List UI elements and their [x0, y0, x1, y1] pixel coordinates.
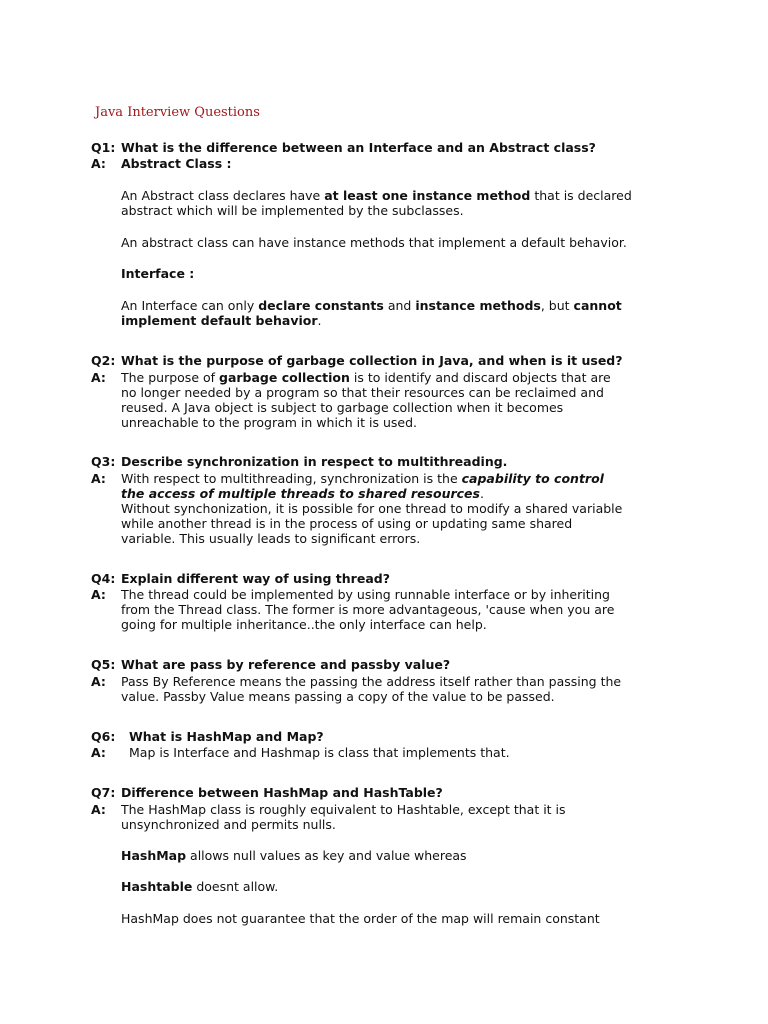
q6-answer-line-1: Map is Interface and Hashmap is class that implements that. [129, 745, 510, 760]
q3-l2-emphasis: the access of multiple threads to shared resources [121, 486, 480, 501]
q2-answer-line-2: no longer needed by a program so that their resources can be reclaimed and [121, 385, 604, 400]
q3-answer-line-4: while another thread is in the process of using or updating same shared [121, 516, 573, 531]
q1-question: What is the difference between an Interface and an Abstract class? [121, 140, 596, 155]
q7-question: Difference between HashMap and HashTable? [121, 785, 443, 800]
q7-p2-text: allows null values as key and value whereas [186, 848, 467, 863]
q1-p3-bold-methods: instance methods [415, 298, 541, 313]
q1-paragraph-3-line-1 [121, 298, 622, 313]
q1-p3-text-a: An Interface can only [121, 298, 259, 313]
q5-label: Q5: [91, 657, 116, 672]
q4-answer-line-1: The thread could be implemented by using runnable interface or by inheriting [121, 587, 610, 602]
q2-answer-line-4: unreachable to the program in which it is used. [121, 415, 418, 430]
q2-l1-bold: garbage collection [219, 370, 350, 385]
q3-label: Q3: [91, 454, 116, 469]
q3-answer-line-1 [121, 471, 604, 486]
document-title: Java Interview Questions [95, 105, 260, 120]
q7-paragraph-4: HashMap does not guarantee that the order of the map will remain constant [121, 911, 600, 926]
q4-question: Explain different way of using thread? [121, 571, 390, 586]
q7-answer-line-1: The HashMap class is roughly equivalent to Hashtable, except that it is [121, 802, 566, 817]
q1-paragraph-1-line-1 [121, 188, 632, 203]
q1-paragraph-1-line-2: abstract which will be implemented by the subclasses. [121, 203, 464, 218]
q4-label: Q4: [91, 571, 116, 586]
q3-answer-prefix: A: [91, 471, 106, 486]
q1-p3-text-and: and [383, 298, 416, 313]
q5-answer-line-1: Pass By Reference means the passing the address itself rather than passing the [121, 674, 622, 689]
q7-paragraph-2 [121, 848, 467, 863]
q5-answer-prefix: A: [91, 674, 106, 689]
q2-answer-line-3: reused. A Java object is subject to garbage collection when it becomes [121, 400, 564, 415]
q1-p3-period: . [317, 313, 322, 328]
q4-answer-line-3: going for multiple inheritance..the only interface can help. [121, 617, 487, 632]
q1-p1-text-c: that is declared [530, 188, 632, 203]
q1-paragraph-3-line-2 [121, 313, 322, 328]
q1-answer-prefix: A: [91, 156, 106, 171]
q3-answer-line-5: variable. This usually leads to significant errors. [121, 531, 421, 546]
q1-p1-bold: at least one instance method [324, 188, 531, 203]
q5-question: What are pass by reference and passby value? [121, 657, 451, 672]
q1-p3-bold-constants: declare constants [258, 298, 384, 313]
q1-abstract-heading: Abstract Class : [121, 156, 232, 171]
q1-paragraph-2: An abstract class can have instance methods that implement a default behavior. [121, 235, 627, 250]
q2-question: What is the purpose of garbage collection in Java, and when is it used? [121, 353, 623, 368]
q2-label: Q2: [91, 353, 116, 368]
q1-p3-text-but: , but [540, 298, 574, 313]
q7-paragraph-3 [121, 879, 278, 894]
q3-question: Describe synchronization in respect to multithreading. [121, 454, 508, 469]
q3-l2-period: . [479, 486, 484, 501]
q3-l1-text: With respect to multithreading, synchronization is the [121, 471, 462, 486]
q7-answer-prefix: A: [91, 802, 106, 817]
q1-p3-bold-implement: implement default behavior [121, 313, 318, 328]
q7-answer-line-2: unsynchronized and permits nulls. [121, 817, 336, 832]
q2-answer-line-1 [121, 370, 611, 385]
q4-answer-prefix: A: [91, 587, 106, 602]
q6-label: Q6: [91, 729, 116, 744]
q1-p1-text-a: An Abstract class declares have [121, 188, 325, 203]
q5-answer-line-2: value. Passby Value means passing a copy of the value to be passed. [121, 689, 555, 704]
q7-p3-bold: Hashtable [121, 879, 193, 894]
q6-question: What is HashMap and Map? [129, 729, 324, 744]
q3-answer-line-3: Without synchonization, it is possible for one thread to modify a shared variable [121, 501, 623, 516]
q3-l1-emphasis: capability to control [461, 471, 604, 486]
q2-l1-text-a: The purpose of [121, 370, 219, 385]
q1-p3-bold-cannot: cannot [573, 298, 622, 313]
q7-label: Q7: [91, 785, 116, 800]
q7-p3-text: doesnt allow. [192, 879, 279, 894]
q7-p2-bold: HashMap [121, 848, 187, 863]
q3-answer-line-2 [121, 486, 484, 501]
q1-label: Q1: [91, 140, 116, 155]
q4-answer-line-2: from the Thread class. The former is more advantageous, 'cause when you are [121, 602, 615, 617]
q6-answer-prefix: A: [91, 745, 106, 760]
q1-interface-heading: Interface : [121, 266, 195, 281]
q2-answer-prefix: A: [91, 370, 106, 385]
q2-l1-text-c: is to identify and discard objects that are [349, 370, 611, 385]
